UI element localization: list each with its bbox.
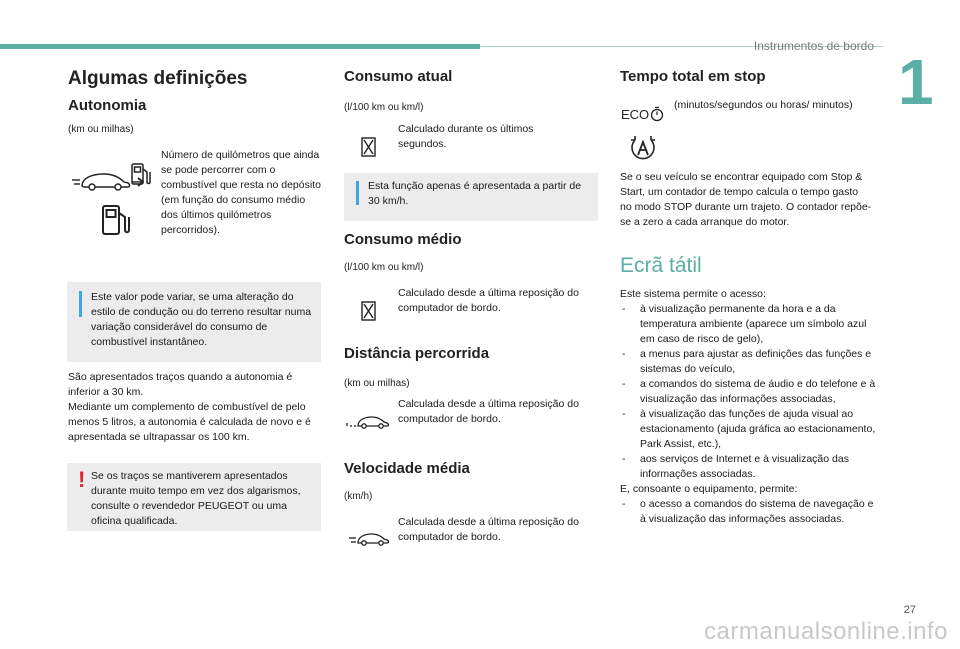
- warning-note-text: Se os traços se mantiverem apresentados durante muito tempo em vez dos algarismos, consulte o revendedor PEUGEOT ou uma oficina qualificada.: [91, 470, 301, 527]
- page-number: 27: [903, 604, 916, 616]
- info-note-box: [67, 282, 321, 362]
- tempo-heading: Tempo total em stop: [620, 68, 766, 85]
- ecra-list: [620, 302, 876, 482]
- distancia-description: Calculada desde a última reposição do computador de bordo.: [398, 398, 579, 425]
- section-title: Instrumentos de bordo: [753, 39, 874, 53]
- ecra-intro: Este sistema permite o acesso:: [620, 288, 766, 300]
- autonomia-description: Número de quilómetros que ainda se pode percorrer com o combustível que resta no depósito (em função do consumo médio dos últimos quilómetros percorridos).: [161, 149, 321, 236]
- info-icon: [79, 291, 82, 317]
- autonomia-unit: (km ou milhas): [68, 124, 134, 135]
- list-item: - aos serviços de Internet e à visualização das informações associadas.: [620, 452, 876, 482]
- distancia-unit: (km ou milhas): [344, 378, 410, 389]
- stop-start-icon: [627, 134, 659, 164]
- velocidade-heading: Velocidade média: [344, 460, 470, 477]
- consumo-atual-description: Calculado durante os últimos segundos.: [398, 123, 534, 150]
- consumption-icon: [359, 134, 379, 160]
- warning-icon: !: [78, 467, 86, 492]
- velocidade-unit: (km/h): [344, 491, 373, 502]
- page-title: Algumas definições: [68, 68, 248, 89]
- list-item: - à visualização permanente da hora e a da temperatura ambiente (aparece um símbolo azul em caso de risco de gelo),: [620, 302, 876, 347]
- velocidade-description: Calculada desde a última reposição do computador de bordo.: [398, 516, 579, 543]
- consumption-icon: [359, 298, 379, 324]
- list-item: - a menus para ajustar as definições das funções e sistemas do veículo,: [620, 347, 876, 377]
- info-note-text: Este valor pode variar, se uma alteração do estilo de condução ou do terreno resultar numa variação considerável do consumo de combustível instantâneo.: [91, 291, 312, 348]
- list-item: - a comandos do sistema de áudio e do telefone e à visualização das informações associadas,: [620, 377, 876, 407]
- distance-car-icon: [346, 409, 392, 431]
- autonomia-paragraph: São apresentados traços quando a autonomia é inferior a 30 km. Mediante um complemento de combustível de pelo menos 5 litros, a autonomia é calculada de novo e é apresentada se ultrapassar os 100 km.: [68, 371, 311, 443]
- ecra-list-2: [620, 497, 876, 527]
- chapter-number: 1: [898, 46, 934, 118]
- eco-timer-icon: [621, 104, 665, 124]
- ecra-intro-2: E, consoante o equipamento, permite:: [620, 483, 798, 495]
- consumo-atual-heading: Consumo atual: [344, 68, 453, 85]
- warning-note-box: [67, 463, 321, 531]
- consumo-medio-heading: Consumo médio: [344, 231, 462, 248]
- consumo-medio-unit: (l/100 km ou km/l): [344, 262, 424, 273]
- consumo-medio-description: Calculado desde a última reposição do computador de bordo.: [398, 287, 579, 314]
- autonomia-heading: Autonomia: [68, 97, 147, 114]
- list-item: - à visualização das funções de ajuda visual ao estacionamento (ajuda gráfica ao estacionamento, Park Assist, etc.),: [620, 407, 876, 452]
- consumo-atual-unit: (l/100 km ou km/l): [344, 102, 424, 113]
- speed-car-icon: [348, 526, 394, 548]
- eco-label: ECO: [621, 107, 650, 122]
- watermark: carmanualsonline.info: [704, 618, 948, 645]
- tempo-paragraph: Se o seu veículo se encontrar equipado com Stop & Start, um contador de tempo calcula o tempo gasto no modo STOP durante um trajeto. O contador repõe-se a zero a cada arranque do motor.: [620, 171, 872, 228]
- ecra-heading: Ecrã tátil: [620, 254, 702, 277]
- distancia-heading: Distância percorrida: [344, 345, 490, 362]
- info-icon: [356, 181, 359, 205]
- ecra-content: [620, 287, 876, 527]
- tempo-units: (minutos/segundos ou horas/ minutos): [674, 99, 853, 111]
- fuel-pump-large-icon: [100, 203, 132, 239]
- fuel-pump-icon: [130, 160, 152, 190]
- header-accent-bar: [0, 44, 480, 49]
- consumo-info-text: Esta função apenas é apresentada a partir de 30 km/h.: [368, 180, 582, 207]
- list-item: - o acesso a comandos do sistema de navegação e à visualização das informações associadas.: [620, 497, 876, 527]
- consumo-info-box: [344, 173, 598, 221]
